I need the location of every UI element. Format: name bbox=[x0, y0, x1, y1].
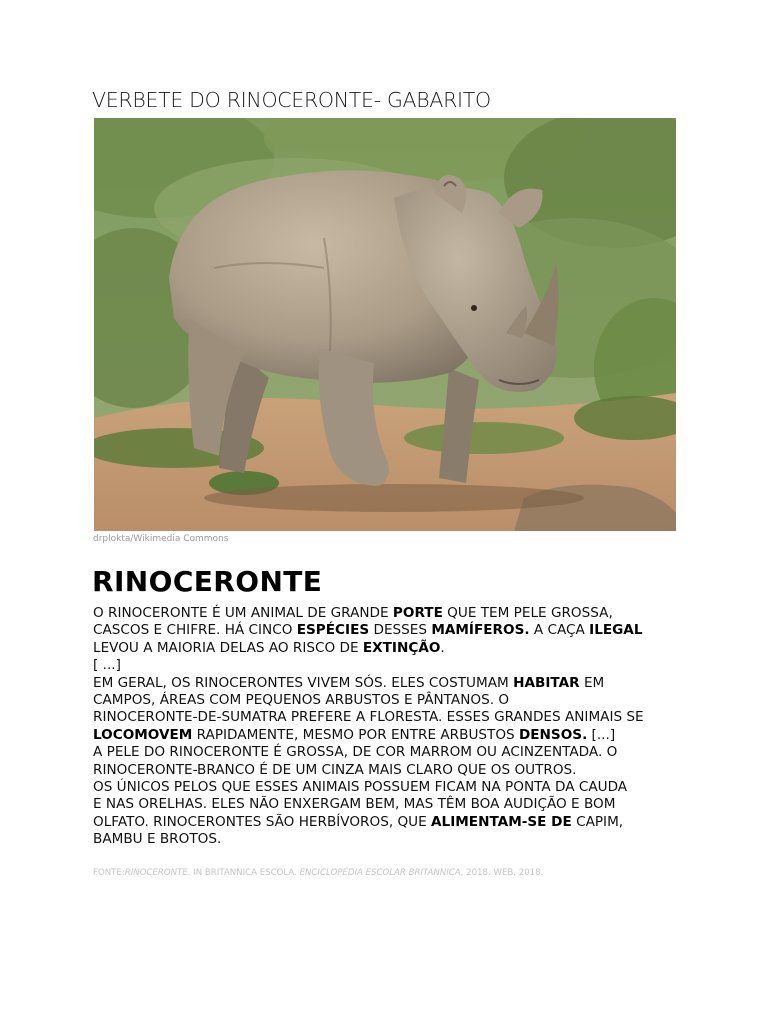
article-line bbox=[93, 796, 693, 813]
text-segment: . bbox=[440, 639, 445, 656]
article-line bbox=[93, 727, 693, 744]
photo-credit: drplokta/Wikimedia Commons bbox=[93, 534, 229, 544]
text-segment: RAPIDAMENTE, MESMO POR ENTRE ARBUSTOS bbox=[192, 726, 519, 743]
article-line bbox=[93, 657, 693, 674]
article-line bbox=[93, 605, 693, 622]
article-line bbox=[93, 640, 693, 657]
article-line bbox=[93, 709, 693, 726]
text-segment: RINOCERONTE-BRANCO É DE UM CINZA MAIS CLARO QUE OS OUTROS. bbox=[93, 761, 577, 778]
text-segment: [...] bbox=[587, 726, 616, 743]
text-segment: OS ÚNICOS PELOS QUE ESSES ANIMAIS POSSUEM FICAM NA PONTA DA CAUDA bbox=[93, 778, 628, 795]
article-line bbox=[93, 675, 693, 692]
bold-term: DENSOS. bbox=[518, 726, 588, 743]
article-line bbox=[93, 692, 693, 709]
text-segment: DESSES bbox=[369, 622, 432, 639]
article-line bbox=[93, 814, 693, 831]
article-line bbox=[93, 762, 693, 779]
text-segment: A CAÇA bbox=[529, 622, 590, 639]
source-italic-segment: ENCICLOPÉDIA ESCOLAR BRITANNICA bbox=[299, 868, 461, 878]
bold-term: MAMÍFEROS. bbox=[431, 622, 530, 639]
bold-term: ILEGAL bbox=[589, 622, 643, 639]
article-line bbox=[93, 831, 693, 848]
bold-term: HABITAR bbox=[513, 674, 580, 691]
source-segment: , 2018. WEB, 2018. bbox=[460, 868, 544, 878]
text-segment: E NAS ORELHAS. ELES NÃO ENXERGAM BEM, MAS TÊM BOA AUDIÇÃO E BOM bbox=[93, 796, 616, 813]
text-segment: BAMBU E BROTOS. bbox=[93, 831, 222, 848]
bold-term: ESPÉCIES bbox=[296, 622, 370, 639]
text-segment: EM GERAL, OS RINOCERONTES VIVEM SÓS. ELES COSTUMAM bbox=[93, 674, 514, 691]
bold-term: ALIMENTAM-SE DE bbox=[431, 813, 572, 830]
page-title: VERBETE DO RINOCERONTE- GABARITO bbox=[92, 88, 491, 112]
source-citation bbox=[93, 868, 543, 878]
text-segment: RINOCERONTE-DE-SUMATRA PREFERE A FLORESTA. ESSES GRANDES ANIMAIS SE bbox=[93, 709, 644, 726]
text-segment: OLFATO. RINOCERONTES SÃO HERBÍVOROS, QUE bbox=[93, 813, 432, 830]
bold-term: EXTINÇÃO bbox=[362, 639, 441, 656]
text-segment: O RINOCERONTE É UM ANIMAL DE GRANDE bbox=[93, 605, 393, 621]
article-line bbox=[93, 779, 693, 796]
source-segment: . IN BRITANNICA ESCOLA. bbox=[187, 868, 300, 878]
text-segment: CAPIM, bbox=[571, 813, 624, 830]
text-segment: [ ...] bbox=[93, 657, 121, 674]
rhinoceros-photo bbox=[94, 118, 676, 531]
article-line bbox=[93, 622, 693, 639]
text-segment: CAMPOS, ÁREAS COM PEQUENOS ARBUSTOS E PÂNTANOS. O bbox=[93, 691, 510, 708]
headline: RINOCERONTE bbox=[92, 565, 323, 598]
article-body bbox=[93, 605, 693, 848]
bold-term: PORTE bbox=[392, 605, 443, 621]
article-line bbox=[93, 744, 693, 761]
text-segment: EM bbox=[579, 674, 605, 691]
source-segment: FONTE: bbox=[93, 868, 125, 878]
source-italic-segment: RINOCERONTE bbox=[124, 868, 188, 878]
text-segment: A PELE DO RINOCERONTE É GROSSA, DE COR MARROM OU ACINZENTADA. O bbox=[93, 744, 618, 761]
text-segment: QUE TEM PELE GROSSA, bbox=[442, 605, 613, 621]
text-segment: CASCOS E CHIFRE. HÁ CINCO bbox=[93, 622, 297, 639]
bold-term: LOCOMOVEM bbox=[93, 726, 193, 743]
text-segment: LEVOU A MAIORIA DELAS AO RISCO DE bbox=[93, 639, 363, 656]
